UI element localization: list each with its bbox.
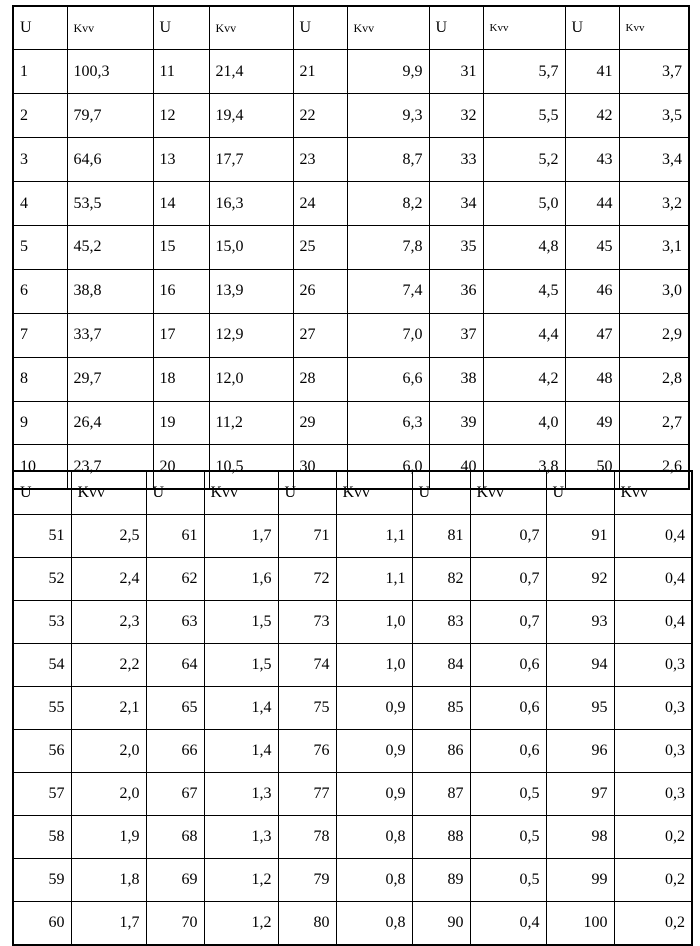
table-cell: 92 — [546, 557, 614, 600]
table-cell: 53,5 — [67, 182, 153, 226]
header-u: U — [546, 471, 614, 514]
table-cell: 53 — [13, 600, 71, 643]
table-cell: 8 — [13, 357, 67, 401]
table-cell: 16,3 — [209, 182, 293, 226]
header-kvv: Kvv — [209, 6, 293, 50]
table-cell: 82 — [412, 557, 470, 600]
table-cell: 54 — [13, 643, 71, 686]
table-cell: 1,1 — [336, 514, 412, 557]
table-cell: 33 — [429, 138, 483, 182]
table-row — [13, 313, 689, 357]
table-cell: 71 — [278, 514, 336, 557]
table-cell: 1,5 — [204, 600, 278, 643]
table-cell: 0,3 — [614, 730, 692, 773]
table-cell: 42 — [565, 94, 619, 138]
table-cell: 14 — [153, 182, 209, 226]
table-cell: 22 — [293, 94, 347, 138]
table-cell: 38 — [429, 357, 483, 401]
table-cell: 35 — [429, 225, 483, 269]
table-cell: 0,5 — [470, 816, 546, 859]
table-row — [13, 773, 692, 816]
table-cell: 51 — [13, 514, 71, 557]
table-cell: 24 — [293, 182, 347, 226]
table-cell: 3,5 — [619, 94, 689, 138]
header-u: U — [146, 471, 204, 514]
table-cell: 19 — [153, 401, 209, 445]
table-row — [13, 182, 689, 226]
table-cell: 40 — [429, 445, 483, 489]
table-cell: 77 — [278, 773, 336, 816]
table-1-body — [13, 6, 689, 489]
table-cell: 93 — [546, 600, 614, 643]
table-cell: 0,9 — [336, 686, 412, 729]
table-cell: 55 — [13, 686, 71, 729]
table-cell: 58 — [13, 816, 71, 859]
table-cell: 13,9 — [209, 269, 293, 313]
table-cell: 1,7 — [204, 514, 278, 557]
table-cell: 95 — [546, 686, 614, 729]
table-cell: 6,3 — [347, 401, 429, 445]
table-cell: 70 — [146, 902, 204, 945]
table-cell: 17,7 — [209, 138, 293, 182]
table-cell: 33,7 — [67, 313, 153, 357]
table-cell: 49 — [565, 401, 619, 445]
table-cell: 0,6 — [470, 730, 546, 773]
table-cell: 9,9 — [347, 50, 429, 94]
table-cell: 52 — [13, 557, 71, 600]
table-cell: 66 — [146, 730, 204, 773]
table-cell: 1,2 — [204, 902, 278, 945]
table-cell: 10,5 — [209, 445, 293, 489]
table-cell: 56 — [13, 730, 71, 773]
table-cell: 9 — [13, 401, 67, 445]
table-cell: 21,4 — [209, 50, 293, 94]
table-cell: 7,0 — [347, 313, 429, 357]
table-cell: 57 — [13, 773, 71, 816]
header-kvv: Kvv — [619, 6, 689, 50]
table-cell: 4,2 — [483, 357, 565, 401]
table-cell: 0,6 — [470, 686, 546, 729]
header-kvv: Kvv — [336, 471, 412, 514]
header-kvv: Kvv — [470, 471, 546, 514]
header-u: U — [153, 6, 209, 50]
table-cell: 15,0 — [209, 225, 293, 269]
table-2-body — [13, 471, 692, 945]
table-cell: 3,2 — [619, 182, 689, 226]
table-cell: 30 — [293, 445, 347, 489]
table-cell: 2 — [13, 94, 67, 138]
header-kvv: Kvv — [204, 471, 278, 514]
table-cell: 15 — [153, 225, 209, 269]
table-cell: 96 — [546, 730, 614, 773]
table-cell: 1,3 — [204, 816, 278, 859]
table-cell: 26 — [293, 269, 347, 313]
table-cell: 0,7 — [470, 600, 546, 643]
table-row — [13, 859, 692, 902]
table-cell: 1,2 — [204, 859, 278, 902]
table-row — [13, 514, 692, 557]
table-cell: 89 — [412, 859, 470, 902]
table-cell: 29,7 — [67, 357, 153, 401]
table-cell: 2,2 — [71, 643, 146, 686]
table-row — [13, 225, 689, 269]
table-row — [13, 730, 692, 773]
header-u: U — [13, 6, 67, 50]
table-row — [13, 816, 692, 859]
table-cell: 0,2 — [614, 859, 692, 902]
table-cell: 85 — [412, 686, 470, 729]
table-cell: 75 — [278, 686, 336, 729]
header-u: U — [278, 471, 336, 514]
table-cell: 39 — [429, 401, 483, 445]
table-cell: 45,2 — [67, 225, 153, 269]
header-u: U — [412, 471, 470, 514]
table-cell: 0,2 — [614, 816, 692, 859]
header-kvv: Kvv — [483, 6, 565, 50]
table-cell: 64 — [146, 643, 204, 686]
table-cell: 3 — [13, 138, 67, 182]
table-row — [13, 269, 689, 313]
table-cell: 5,2 — [483, 138, 565, 182]
table-cell: 5,5 — [483, 94, 565, 138]
table-cell: 8,7 — [347, 138, 429, 182]
table-cell: 97 — [546, 773, 614, 816]
table-cell: 98 — [546, 816, 614, 859]
table-cell: 2,5 — [71, 514, 146, 557]
table-cell: 0,4 — [614, 557, 692, 600]
table-cell: 1,5 — [204, 643, 278, 686]
table-cell: 83 — [412, 600, 470, 643]
table-cell: 90 — [412, 902, 470, 945]
table-cell: 0,7 — [470, 557, 546, 600]
table-cell: 74 — [278, 643, 336, 686]
table-cell: 1,3 — [204, 773, 278, 816]
table-2-header-row — [13, 471, 692, 514]
table-cell: 11 — [153, 50, 209, 94]
header-u: U — [565, 6, 619, 50]
table-cell: 5,0 — [483, 182, 565, 226]
table-cell: 79 — [278, 859, 336, 902]
table-cell: 27 — [293, 313, 347, 357]
table-cell: 100 — [546, 902, 614, 945]
kvv-table-1 — [12, 5, 690, 490]
table-cell: 1,0 — [336, 600, 412, 643]
table-cell: 7 — [13, 313, 67, 357]
table-cell: 60 — [13, 902, 71, 945]
table-cell: 18 — [153, 357, 209, 401]
table-cell: 72 — [278, 557, 336, 600]
table-cell: 12 — [153, 94, 209, 138]
table-cell: 2,6 — [619, 445, 689, 489]
table-cell: 1,7 — [71, 902, 146, 945]
table-cell: 2,7 — [619, 401, 689, 445]
header-kvv: Kvv — [614, 471, 692, 514]
header-kvv: Kvv — [67, 6, 153, 50]
table-cell: 3,8 — [483, 445, 565, 489]
table-cell: 3,4 — [619, 138, 689, 182]
table-cell: 50 — [565, 445, 619, 489]
table-row — [13, 643, 692, 686]
table-cell: 0,5 — [470, 773, 546, 816]
table-cell: 64,6 — [67, 138, 153, 182]
table-cell: 80 — [278, 902, 336, 945]
table-row — [13, 357, 689, 401]
table-cell: 69 — [146, 859, 204, 902]
table-cell: 0,9 — [336, 730, 412, 773]
table-cell: 46 — [565, 269, 619, 313]
table-cell: 2,9 — [619, 313, 689, 357]
table-cell: 0,3 — [614, 643, 692, 686]
table-cell: 2,0 — [71, 730, 146, 773]
table-cell: 84 — [412, 643, 470, 686]
table-cell: 5 — [13, 225, 67, 269]
table-cell: 81 — [412, 514, 470, 557]
table-cell: 0,8 — [336, 902, 412, 945]
table-cell: 37 — [429, 313, 483, 357]
table-cell: 88 — [412, 816, 470, 859]
table-cell: 4 — [13, 182, 67, 226]
header-kvv: Kvv — [71, 471, 146, 514]
table-cell: 11,2 — [209, 401, 293, 445]
table-cell: 7,4 — [347, 269, 429, 313]
table-cell: 48 — [565, 357, 619, 401]
table-cell: 0,2 — [614, 902, 692, 945]
table-cell: 41 — [565, 50, 619, 94]
table-cell: 63 — [146, 600, 204, 643]
table-cell: 12,9 — [209, 313, 293, 357]
table-cell: 62 — [146, 557, 204, 600]
table-cell: 91 — [546, 514, 614, 557]
table-cell: 1,4 — [204, 730, 278, 773]
table-cell: 20 — [153, 445, 209, 489]
table-cell: 8,2 — [347, 182, 429, 226]
header-kvv: Kvv — [347, 6, 429, 50]
table-cell: 73 — [278, 600, 336, 643]
table-1-header-row — [13, 6, 689, 50]
table-cell: 1,9 — [71, 816, 146, 859]
table-cell: 4,4 — [483, 313, 565, 357]
table-cell: 0,6 — [470, 643, 546, 686]
table-cell: 59 — [13, 859, 71, 902]
table-cell: 0,4 — [614, 514, 692, 557]
header-u: U — [429, 6, 483, 50]
table-cell: 44 — [565, 182, 619, 226]
table-cell: 7,8 — [347, 225, 429, 269]
table-cell: 6,0 — [347, 445, 429, 489]
table-row — [13, 138, 689, 182]
table-cell: 43 — [565, 138, 619, 182]
table-cell: 76 — [278, 730, 336, 773]
table-cell: 2,0 — [71, 773, 146, 816]
table-cell: 29 — [293, 401, 347, 445]
table-cell: 94 — [546, 643, 614, 686]
table-row — [13, 50, 689, 94]
table-cell: 4,0 — [483, 401, 565, 445]
table-cell: 2,8 — [619, 357, 689, 401]
table-cell: 2,3 — [71, 600, 146, 643]
table-cell: 0,4 — [470, 902, 546, 945]
table-cell: 36 — [429, 269, 483, 313]
table-cell: 78 — [278, 816, 336, 859]
table-cell: 34 — [429, 182, 483, 226]
header-u: U — [13, 471, 71, 514]
table-cell: 1,4 — [204, 686, 278, 729]
table-cell: 23 — [293, 138, 347, 182]
table-cell: 17 — [153, 313, 209, 357]
table-cell: 31 — [429, 50, 483, 94]
table-cell: 3,0 — [619, 269, 689, 313]
header-u: U — [293, 6, 347, 50]
table-row — [13, 600, 692, 643]
table-cell: 2,1 — [71, 686, 146, 729]
table-cell: 0,3 — [614, 773, 692, 816]
table-cell: 19,4 — [209, 94, 293, 138]
table-cell: 3,7 — [619, 50, 689, 94]
table-cell: 100,3 — [67, 50, 153, 94]
table-cell: 0,4 — [614, 600, 692, 643]
table-cell: 4,5 — [483, 269, 565, 313]
table-cell: 1,8 — [71, 859, 146, 902]
table-cell: 0,5 — [470, 859, 546, 902]
table-cell: 12,0 — [209, 357, 293, 401]
table-cell: 45 — [565, 225, 619, 269]
table-cell: 1,1 — [336, 557, 412, 600]
table-cell: 0,7 — [470, 514, 546, 557]
table-cell: 1 — [13, 50, 67, 94]
table-cell: 21 — [293, 50, 347, 94]
table-cell: 1,0 — [336, 643, 412, 686]
table-cell: 61 — [146, 514, 204, 557]
table-cell: 1,6 — [204, 557, 278, 600]
table-cell: 65 — [146, 686, 204, 729]
table-cell: 32 — [429, 94, 483, 138]
table-cell: 2,4 — [71, 557, 146, 600]
table-cell: 0,8 — [336, 816, 412, 859]
table-cell: 13 — [153, 138, 209, 182]
table-cell: 99 — [546, 859, 614, 902]
table-cell: 79,7 — [67, 94, 153, 138]
table-cell: 3,1 — [619, 225, 689, 269]
table-cell: 28 — [293, 357, 347, 401]
table-cell: 47 — [565, 313, 619, 357]
table-cell: 38,8 — [67, 269, 153, 313]
table-cell: 86 — [412, 730, 470, 773]
table-cell: 6,6 — [347, 357, 429, 401]
table-cell: 6 — [13, 269, 67, 313]
table-cell: 5,7 — [483, 50, 565, 94]
table-row — [13, 686, 692, 729]
table-cell: 4,8 — [483, 225, 565, 269]
table-row — [13, 94, 689, 138]
table-row — [13, 557, 692, 600]
table-cell: 0,3 — [614, 686, 692, 729]
table-cell: 16 — [153, 269, 209, 313]
table-row — [13, 401, 689, 445]
kvv-table-2 — [12, 470, 693, 946]
table-cell: 68 — [146, 816, 204, 859]
table-cell: 25 — [293, 225, 347, 269]
table-cell: 10 — [13, 445, 67, 489]
table-cell: 67 — [146, 773, 204, 816]
table-cell: 26,4 — [67, 401, 153, 445]
table-cell: 87 — [412, 773, 470, 816]
table-cell: 9,3 — [347, 94, 429, 138]
table-cell: 0,9 — [336, 773, 412, 816]
table-row — [13, 902, 692, 945]
table-cell: 0,8 — [336, 859, 412, 902]
table-cell: 23,7 — [67, 445, 153, 489]
